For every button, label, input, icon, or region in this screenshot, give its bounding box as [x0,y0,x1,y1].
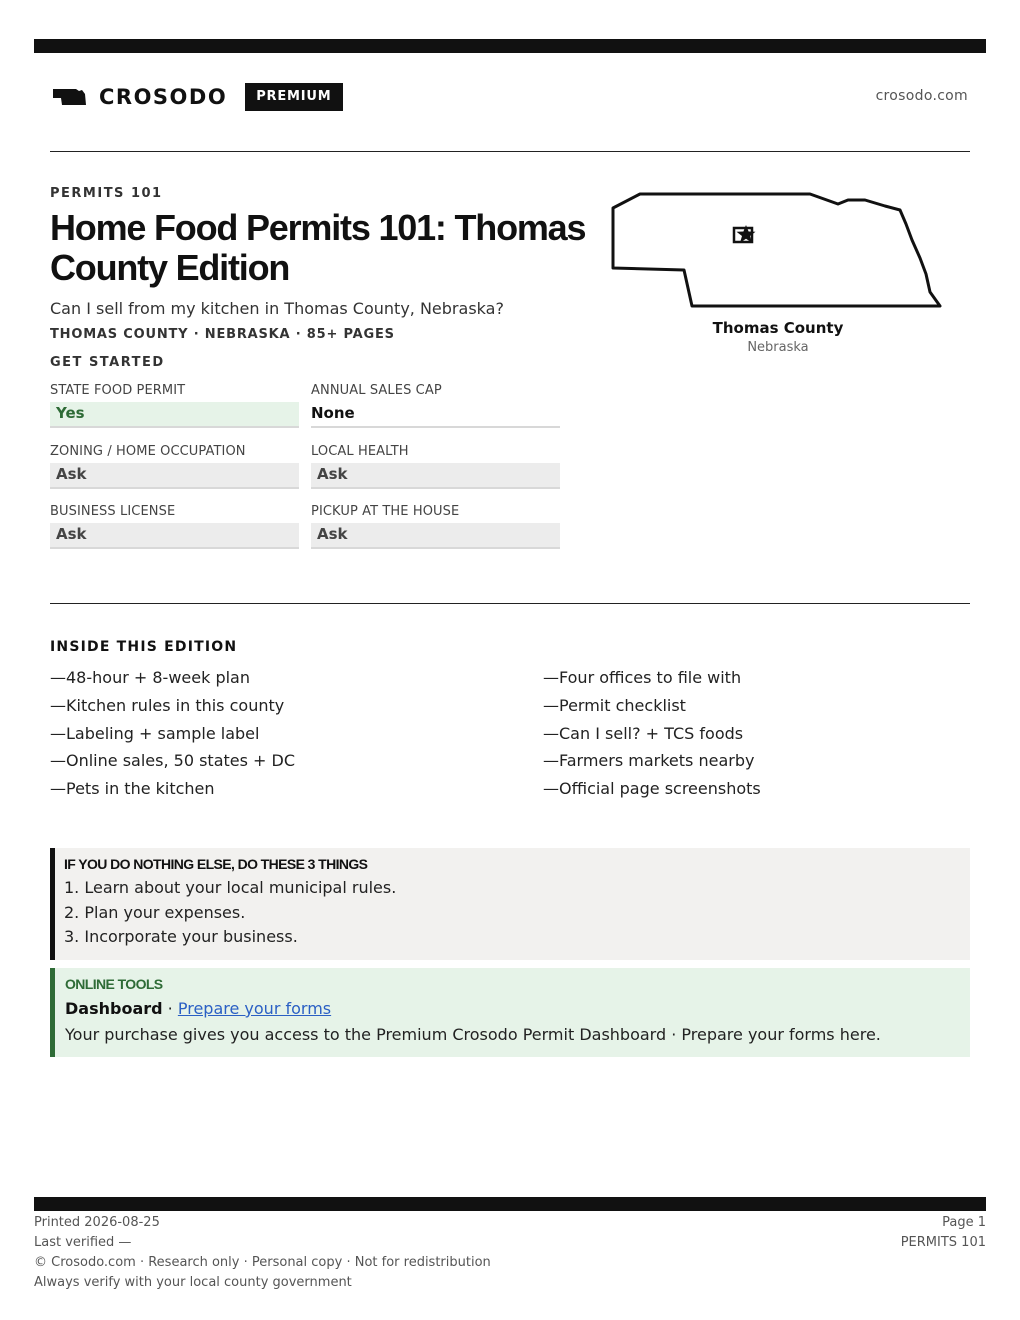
field-pickup [311,504,560,549]
field-state-food-permit [50,383,299,428]
online-tools-title: ONLINE TOOLS [65,976,163,992]
divider [50,151,970,152]
field-value: None [311,402,560,428]
page-subtitle: Can I sell from my kitchen in Thomas County, Nebraska? [50,299,504,318]
online-tools-description: Your purchase gives you access to the Premium Crosodo Permit Dashboard · Prepare your forms here. [65,1025,881,1044]
must-do-step: 3. Incorporate your business. [64,927,298,946]
printed-date: Printed 2026-08-25 [34,1215,160,1230]
brand [52,82,343,112]
prepare-forms-link[interactable]: Prepare your forms [177,999,332,1018]
footer-section: PERMITS 101 [900,1235,986,1250]
field-label: ZONING / HOME OCCUPATION [50,444,246,459]
list-item: —Can I sell? + TCS foods [543,723,744,743]
field-label: BUSINESS LICENSE [50,504,176,519]
footer-left [34,1213,491,1293]
inside-list-left [50,667,295,806]
field-label: STATE FOOD PERMIT [50,383,186,398]
dashboard-label: Dashboard [65,999,163,1018]
field-business-license [50,504,299,549]
site-url: crosodo.com [875,88,968,104]
copyright: © Crosodo.com · Research only · Personal copy · Not for redistribution [34,1255,491,1270]
premium-badge: PREMIUM [245,83,342,111]
field-label: ANNUAL SALES CAP [311,383,442,398]
get-started-heading: GET STARTED [50,355,165,370]
field-label: LOCAL HEALTH [311,444,409,459]
list-item: —48-hour + 8-week plan [50,668,250,687]
field-value: Ask [311,463,560,489]
field-local-health [311,444,560,489]
online-tools-callout [50,968,970,1057]
page-number: Page 1 [942,1215,986,1230]
section-kicker: PERMITS 101 [50,186,163,201]
field-label: PICKUP AT THE HOUSE [311,504,460,519]
list-item: —Farmers markets nearby [543,751,755,771]
field-annual-sales-cap [311,383,560,428]
must-do-callout [50,848,970,960]
must-do-step: 2. Plan your expenses. [64,902,246,922]
field-value: Ask [50,523,299,549]
state-map [610,188,946,316]
must-do-title: IF YOU DO NOTHING ELSE, DO THESE 3 THINGS [64,856,368,872]
footer-bar [34,1197,986,1211]
page-title: Home Food Permits 101: Thomas County Edition [50,207,586,288]
last-verified: Last verified — [34,1235,132,1250]
brand-name: CROSODO [99,85,228,109]
edition-meta: THOMAS COUNTY · NEBRASKA · 85+ PAGES [50,327,395,342]
map-state-label: Nebraska [747,340,809,355]
list-item: —Pets in the kitchen [50,779,215,799]
inside-heading: INSIDE THIS EDITION [50,639,238,655]
list-item: —Kitchen rules in this county [50,695,285,715]
divider [50,603,970,604]
list-item: —Online sales, 50 states + DC [50,751,296,771]
list-item: —Labeling + sample label [50,723,260,743]
map-county-label: Thomas County [712,319,844,337]
disclaimer: Always verify with your local county government [34,1275,352,1290]
top-bar [34,39,986,53]
list-item: —Permit checklist [543,695,686,715]
footer-right [901,1213,986,1253]
list-item: —Official page screenshots [543,779,761,799]
field-value: Yes [50,402,299,428]
field-value: Ask [311,523,560,549]
must-do-step: 1. Learn about your local municipal rules. [64,878,397,897]
field-value: Ask [50,463,299,489]
nebraska-shape-icon [52,86,88,108]
nebraska-outline [613,194,940,306]
inside-list-right [543,667,761,806]
separator: · [167,999,173,1018]
dashboard-row [65,999,970,1025]
list-item: —Four offices to file with [543,668,742,687]
field-zoning [50,444,299,489]
